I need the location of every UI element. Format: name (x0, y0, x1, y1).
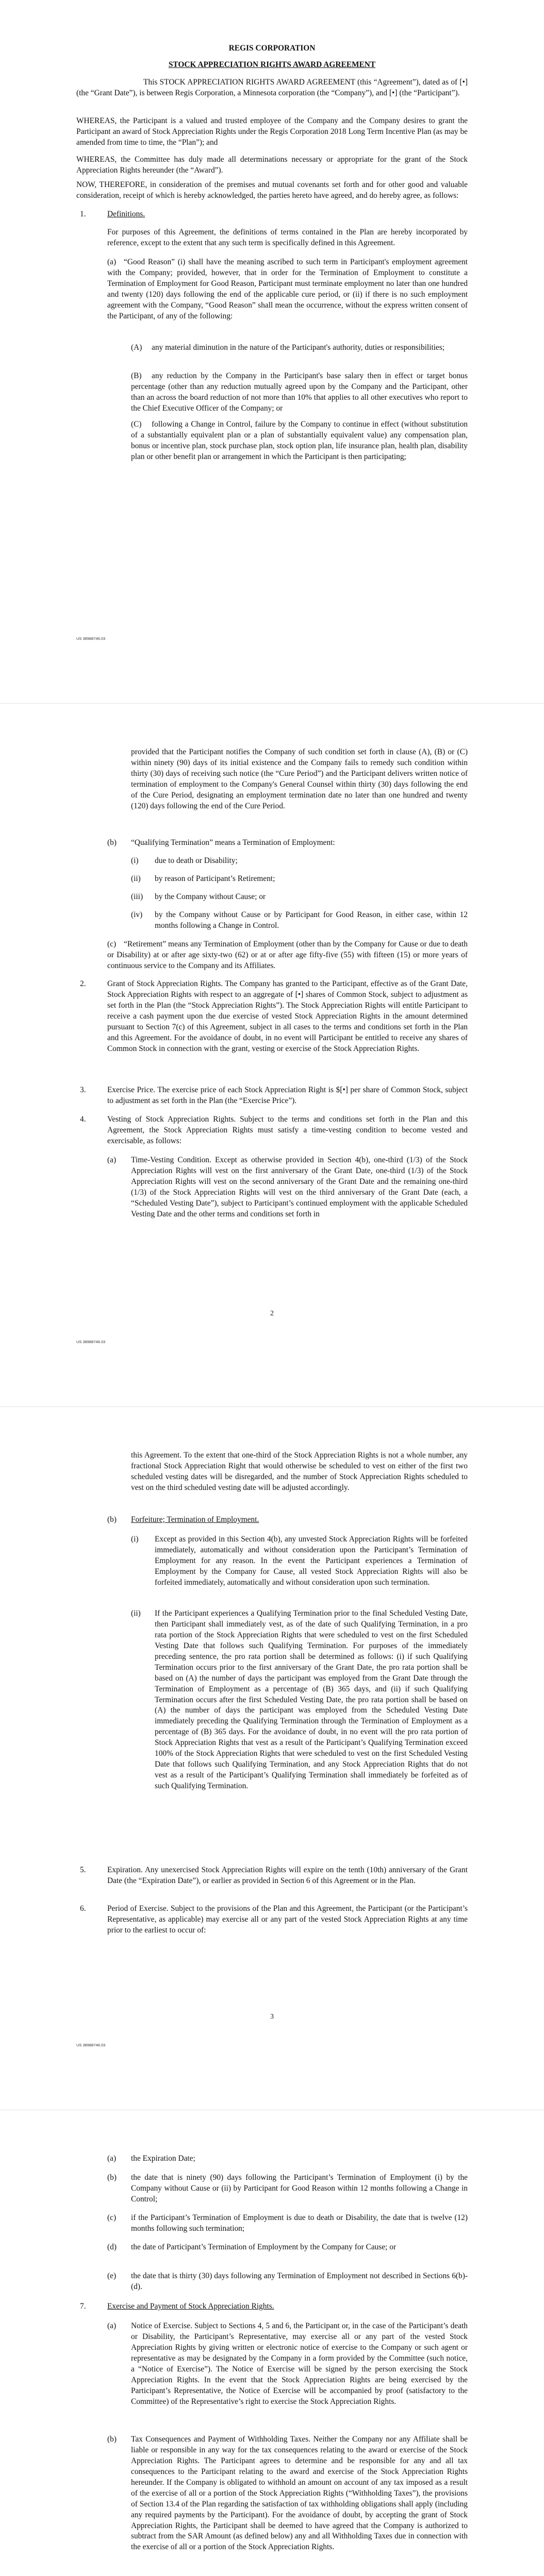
section-7-number: 7. (80, 2302, 86, 2311)
clause-4b-ii-label: (ii) (131, 1609, 141, 1618)
section-3-exercise-price: Exercise Price. The exercise price of each Stock Appreciation Right is $[•] per share of Common Stock, subject to adjustment as set forth in the Plan (the “Exercise Price”). (107, 1086, 468, 1105)
page-number: 2 (270, 1310, 274, 1317)
page-2 (0, 703, 544, 1406)
clause-A-label: (A) (131, 343, 142, 352)
clause-6d-text: the date of Participant’s Termination of Employment by the Company for Cause; or (131, 2243, 397, 2251)
page-1 (0, 0, 544, 703)
whereas-paragraph-1: WHEREAS, the Participant is a valued and trusted employee of the Company and the Company desires to grant the Participant an award of Stock Appreciation Rights under the Regis Corporation 2018 Long Term Incentive Plan (as may be amended from time to time, the “Plan”); and (76, 116, 468, 147)
clause-1b-iii-text: by the Company without Cause; or (155, 892, 266, 901)
clause-4b-forfeiture: Forfeiture; Termination of Employment. (131, 1515, 259, 1524)
clause-1b-iii-label: (iii) (131, 892, 143, 901)
clause-6b-text: the date that is ninety (90) days following the Participant’s Termination of Employment (i) by the Company without Cause or (ii) by Participant for Good Reason within 12 months following a Change in Control; (131, 2173, 468, 2204)
clause-C-label: (C) (131, 420, 142, 429)
company-name: REGIS CORPORATION (228, 44, 316, 53)
clause-C-text: following a Change in Control, failure by the Company to continue in effect (without substitution of a substantially equivalent plan or a plan of substantially equivalent value) any compensation plan, bonus or incentive plan, stock purchase plan, stock option plan, life insurance plan, health plan, disability plan or other benefit plan or arrangement in which the Participant is then participating; (131, 420, 468, 461)
page-number: 3 (270, 2013, 274, 2021)
clause-6c-text: if the Participant’s Termination of Employment is due to death or Disability, the date that is twelve (12) months following such termination; (131, 2213, 468, 2233)
clause-1a-good-reason: “Good Reason” (i) shall have the meaning ascribed to such term in Participant's employment agreement with the Company; provided, however, that in order for the Termination of Employment to constitute a Termination of Employment for Good Reason, Participant must terminate employment no later than one hundred and twenty (120) days following the end of the applicable cure period, or (ii) if there is no such employment agreement with the Company, “Good Reason” shall mean the occurrence, without the express written consent of the Participant, of any of the following: (107, 258, 468, 320)
clause-A-text: any material diminution in the nature of the Participant's authority, duties or responsibilities; (152, 343, 445, 352)
whereas-paragraph-2: WHEREAS, the Committee has duly made all determinations necessary or appropriate for the grant of the Stock Appreciation Rights hereunder (the “Award”). (76, 155, 468, 175)
clause-1c-retirement: “Retirement” means any Termination of Employment (other than by the Company for Cause or due to death or Disability) at or after age sixty-two (62) or at or after age fifty-five (55) with fifteen (15) or more years of continuous service to the Company and its Affiliates. (107, 940, 468, 970)
good-reason-continuation: provided that the Participant notifies the Company of such condition set forth in clause (A), (B) or (C) within ninety (90) days of its initial existence and the Company fails to remedy such condition within thirty (30) days of receiving such notice (the “Cure Period”) and the Participant delivers written notice of termination of employment to the Company's General Counsel within thirty (30) days following the end of the Cure Period, designating an employment termination date no later than one hundred and twenty (120) days following the end of the Cure Period. (131, 748, 468, 810)
section-3-number: 3. (80, 1086, 86, 1094)
clause-6d-label: (d) (107, 2243, 117, 2251)
clause-B-text: any reduction by the Company in the Participant's base salary then in effect or target bonus percentage (other than any reduction mutually agreed upon by the Company and the Participant, other than an across the board reduction of not more than 10% that applies to all other executives who report to the Chief Executive Officer of the Company; or (131, 371, 468, 413)
section-6-number: 6. (80, 1904, 86, 1913)
clause-4b-i-text: Except as provided in this Section 4(b), any unvested Stock Appreciation Rights will be forfeited immediately, automatically and without consideration upon the Participant’s Termination of Employment for any reason. In the event the Participant experiences a Termination of Employment by the Company for Cause, all vested Stock Appreciation Rights will also be forfeited immediately, automatically and without consideration upon such termination. (155, 1535, 468, 1587)
section-1-intro: For purposes of this Agreement, the definitions of terms contained in the Plan are hereby incorporated by reference, except to the extent that any such term is specifically defined in this Agreement. (107, 228, 468, 247)
page-3 (0, 1406, 544, 2110)
clause-7a-label: (a) (107, 2321, 117, 2330)
clause-1b-ii-label: (ii) (131, 874, 141, 883)
clause-1b-i-text: due to death or Disability; (155, 856, 238, 865)
now-therefore-paragraph: NOW, THEREFORE, in consideration of the premises and mutual covenants set forth and for other good and valuable consideration, receipt of which is hereby acknowledged, the parties hereto have agreed, and do hereby agree, as follows: (76, 180, 468, 200)
section-2-grant: Grant of Stock Appreciation Rights. The Company has granted to the Participant, effective as of the Grant Date, Stock Appreciation Rights with respect to an aggregate of [•] shares of Common Stock, subject to adjustment as set forth in the Plan (the “Stock Appreciation Rights”). The Stock Appreciation Rights will entitle Participant to receive a cash payment upon the due exercise of vested Stock Appreciation Rights in the amount determined pursuant to Section 7(c) of this Agreement, subject in all cases to the terms and conditions set forth in the Plan and this Agreement. For the avoidance of doubt, in no event will Participant be entitled to receive any shares of Common Stock in connection with the grant, vesting or exercise of the Stock Appreciation Rights. (107, 979, 468, 1053)
section-4-number: 4. (80, 1115, 86, 1124)
section-4-vesting: Vesting of Stock Appreciation Rights. Subject to the terms and conditions set forth in the Plan and this Agreement, the Stock Appreciation Rights must satisfy a time-vesting condition to become vested and exercisable, as follows: (107, 1115, 468, 1145)
clause-6e-label: (e) (107, 2272, 117, 2280)
clause-4a-label: (a) (107, 1156, 117, 1164)
section-1-number: 1. (80, 210, 86, 218)
clause-1b-label: (b) (107, 838, 117, 847)
clause-1b-iv-text: by the Company without Cause or by Participant for Good Reason, in either case, within 12 months following a Change in Control. (155, 910, 468, 930)
clause-4b-ii-text: If the Participant experiences a Qualifying Termination prior to the final Scheduled Vesting Date, then Participant shall immediately vest, as of the date of such Qualifying Termination, in a pro rata portion of the Stock Appreciation Rights that were scheduled to vest on the first Scheduled Vesting Date that follows such Qualifying Termination. For purposes of the immediately preceding sentence, the pro rata portion shall be determined as follows: (i) if such Qualifying Termination occurs prior to the first anniversary of the Grant Date, the pro rata portion shall be based on (A) the number of days the participant was employed from the Grant Date through the Termination of Employment as a percentage of (B) 365 days, and (ii) if such Qualifying Termination occurs after the first Scheduled Vesting Date, the pro rata portion shall be based on (A) the number of days the participant was employed from the Scheduled Vesting Date immediately preceding the Qualifying Termination through the Termination of Employment as a percentage of (B) 365 days. For the avoidance of doubt, in no event will the pro rata portion of Stock Appreciation Rights that vest as a result of the Participant’s Qualifying Termination exceed 100% of the Stock Appreciation Rights that were scheduled to vest on the first Scheduled Vesting Date that follows such Qualifying Termination, and any Stock Appreciation Rights that do not vest as a result of the Participant’s Qualifying Termination shall immediately be forfeited as of such Qualifying Termination. (155, 1609, 468, 1790)
clause-6e-text: the date that is thirty (30) days following any Termination of Employment not described in Sections 6(b)-(d). (131, 2272, 468, 2291)
section-7-heading: Exercise and Payment of Stock Appreciation Rights. (107, 2302, 274, 2311)
section-1-heading: Definitions. (107, 210, 145, 218)
time-vesting-continuation: this Agreement. To the extent that one-third of the Stock Appreciation Rights is not a whole number, any fractional Stock Appreciation Right that would otherwise be scheduled to vest on either of the first two scheduled vesting dates will be disregarded, and the number of Stock Appreciation Rights scheduled to vest on the third scheduled vesting date will be adjusted accordingly. (131, 1451, 468, 1492)
page-4 (0, 2110, 544, 2576)
clause-7b-label: (b) (107, 2435, 117, 2444)
section-5-number: 5. (80, 1866, 86, 1874)
clause-6a-text: the Expiration Date; (131, 2154, 195, 2163)
clause-4b-label: (b) (107, 1515, 117, 1524)
clause-4a-time-vesting: Time-Vesting Condition. Except as otherwise provided in Section 4(b), one-third (1/3) of the Stock Appreciation Rights will vest on the first anniversary of the Grant Date, one-third (1/3) of the Stock Appreciation Rights will vest on the second anniversary of the Grant Date and the remaining one-third (1/3) of the Stock Appreciation Rights will vest on the third anniversary of the Grant Date (each, a “Scheduled Vesting Date”), subject to Participant’s continued employment with the applicable Scheduled Vesting Date and the other terms and conditions set forth in (131, 1156, 468, 1218)
footer-doc-id: US 38988746.03 (76, 1340, 106, 1344)
intro-paragraph: This STOCK APPRECIATION RIGHTS AWARD AGREEMENT (this “Agreement”), dated as of [•] (the “Grant Date”), is between Regis Corporation, a Minnesota corporation (the “Company”), and [•] (the “Participant”). (76, 78, 468, 97)
section-6-period-of-exercise: Period of Exercise. Subject to the provisions of the Plan and this Agreement, the Participant (or the Participant’s Representative, as applicable) may exercise all or any part of the vested Stock Appreciation Rights at any time prior to the earliest to occur of: (107, 1904, 468, 1935)
clause-7a-notice-of-exercise: Notice of Exercise. Subject to Sections 4, 5 and 6, the Participant or, in the case of the Participant’s death or Disability, the Participant’s Representative, may exercise all or any part of the vested Stock Appreciation Rights by giving written or electronic notice of exercise to the Company or such agent or representative as may be designated by the Company in a form provided by the Committee (such notice, a “Notice of Exercise”). The Notice of Exercise will be signed by the person exercising the Stock Appreciation Rights. In the event that the Stock Appreciation Rights are being exercised by the Participant’s Representative, the Notice of Exercise will be accompanied by proof (satisfactory to the Committee) of the Representative’s right to exercise the Stock Appreciation Rights. (131, 2321, 468, 2406)
clause-1c-label: (c) (107, 940, 117, 948)
clause-6c-label: (c) (107, 2213, 117, 2222)
clause-1b-i-label: (i) (131, 856, 139, 865)
clause-1a-label: (a) (107, 258, 117, 266)
footer-doc-id: US 38988746.03 (76, 2043, 106, 2047)
section-2-number: 2. (80, 979, 86, 988)
clause-6a-label: (a) (107, 2154, 117, 2163)
clause-7b-tax-consequences: Tax Consequences and Payment of Withholding Taxes. Neither the Company nor any Affiliate shall be liable or responsible in any way for the tax consequences relating to the award or exercise of the Stock Appreciation Rights. The Participant agrees to determine and be responsible for any and all tax consequences to the Participant relating to the award and exercise of the Stock Appreciation Rights hereunder. If the Company is obligated to withhold an amount on account of any tax imposed as a result of the exercise of all or a portion of the Stock Appreciation Rights (“Withholding Taxes”), the provisions of Section 13.4 of the Plan regarding the satisfaction of tax withholding obligations shall apply (including any required payments by the Participant). For the avoidance of doubt, by accepting the grant of Stock Appreciation Rights, the Participant shall be deemed to have agreed that the Company is authorized to subtract from the SAR Amount (as defined below) any and all Withholding Taxes due in connection with the exercise of all or a portion of the Stock Appreciation Rights. (131, 2435, 468, 2552)
clause-1b-ii-text: by reason of Participant’s Retirement; (155, 874, 275, 883)
clause-B-label: (B) (131, 371, 142, 380)
clause-4b-i-label: (i) (131, 1535, 139, 1544)
clause-6b-label: (b) (107, 2173, 117, 2182)
clause-1b-iv-label: (iv) (131, 910, 143, 919)
footer-doc-id: US 38988746.03 (76, 636, 106, 641)
agreement-title: STOCK APPRECIATION RIGHTS AWARD AGREEMENT (168, 60, 376, 69)
clause-1b-qualifying-termination: “Qualifying Termination” means a Termination of Employment: (131, 838, 335, 847)
section-5-expiration: Expiration. Any unexercised Stock Appreciation Rights will expire on the tenth (10th) anniversary of the Grant Date (the “Expiration Date”), or earlier as provided in Section 6 of this Agreement or in the Plan. (107, 1866, 468, 1885)
